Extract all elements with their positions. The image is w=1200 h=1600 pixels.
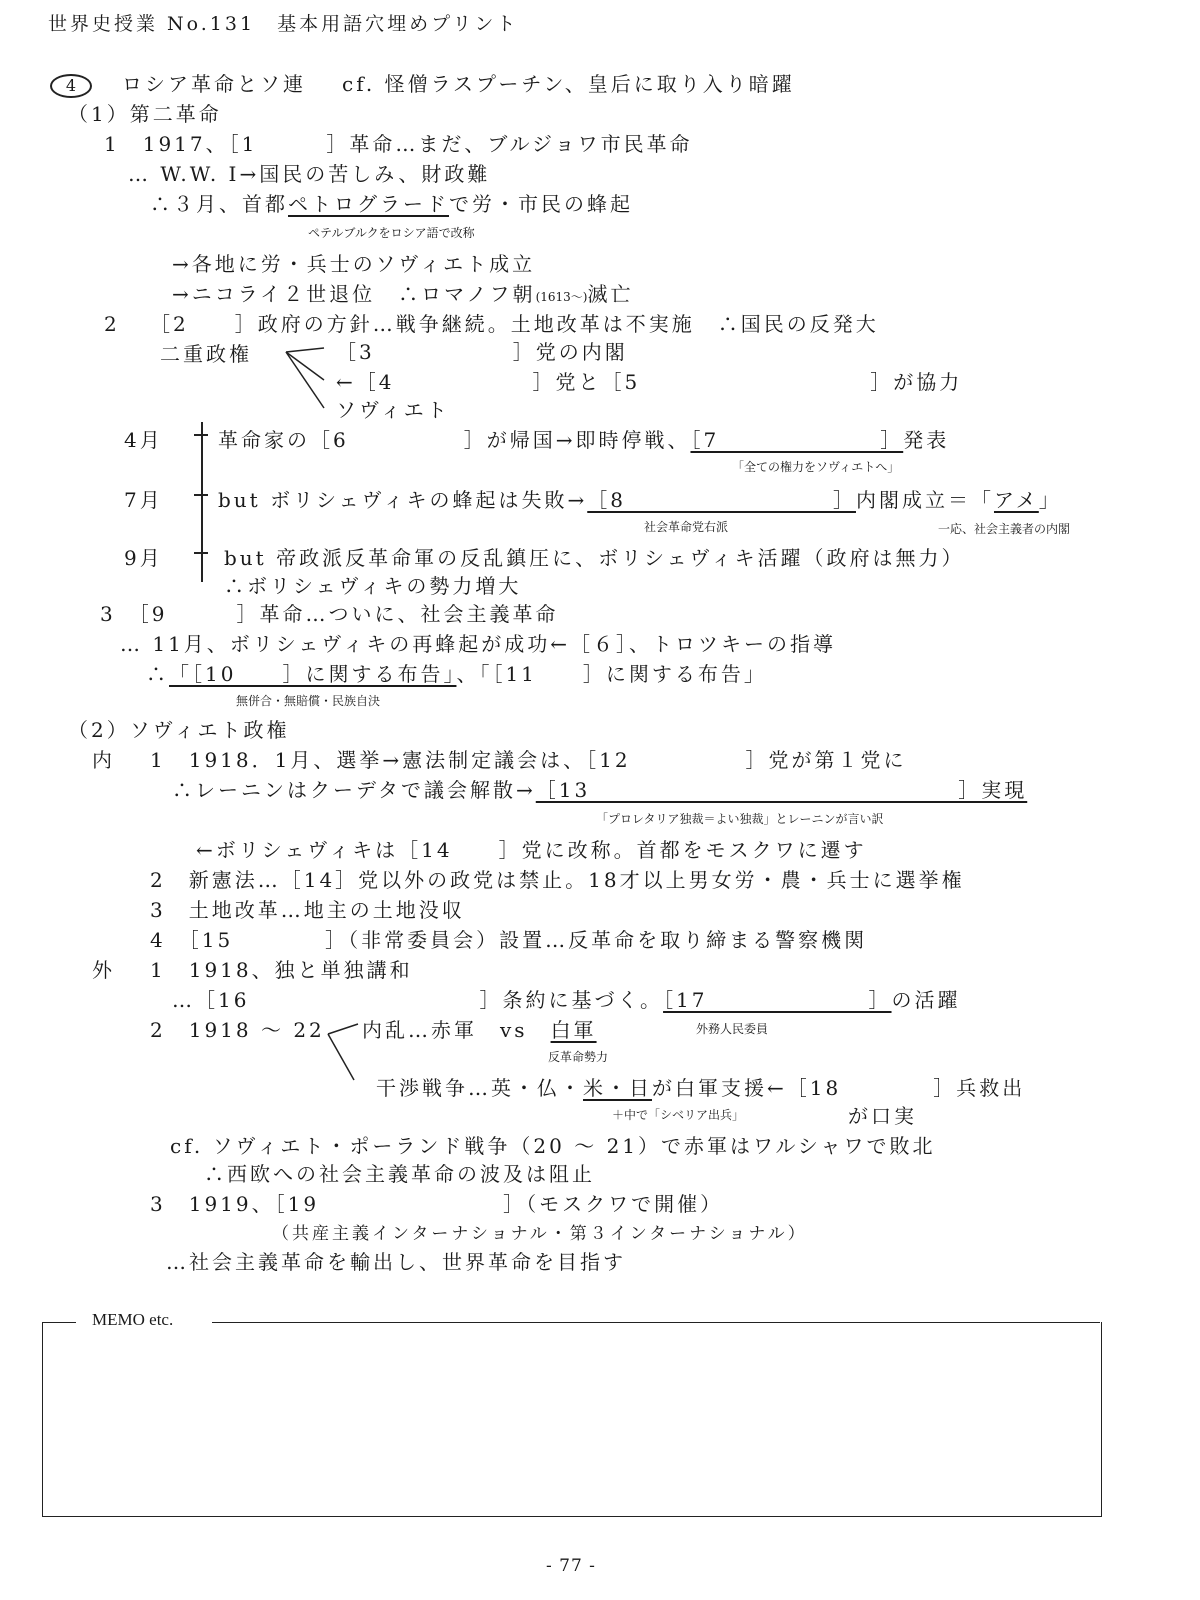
april-event: 革命家の［6 ］が帰国→即時停戦、［7 ］発表 (218, 428, 950, 452)
domestic-item-2: 2 新憲法…［14］党以外の政党は禁止。18才以上男女労・農・兵士に選挙権 (150, 868, 965, 892)
polish-war-result: ∴西欧への社会主義革命の波及は阻止 (204, 1162, 595, 1186)
kerensky-note: 一応、社会主義者の内閣 (938, 522, 1071, 536)
timeline-vertical-line (201, 422, 203, 582)
dual-power-cooperation: ←［4 ］党と［5 ］が協力 (336, 370, 963, 394)
september-result: ∴ボリシェヴィキの勢力増大 (224, 574, 522, 598)
item-1-soviets: →各地に労・兵士のソヴィエト成立 (172, 252, 536, 276)
polish-war-line: cf. ソヴィエト・ポーランド戦争（20 ～ 21）で赤軍はワルシャワで敗北 (170, 1134, 936, 1158)
foreign-item-2: 2 1918 ～ 22 (150, 1018, 325, 1042)
item-1-cause: … W.W. Ⅰ→国民の苦しみ、財政難 (128, 162, 491, 186)
domestic-item-1-dissolution: ∴レーニンはクーデタで議会解散→［13 ］実現 (172, 778, 1028, 802)
blank-17-note: 外務人民委員 (696, 1022, 769, 1036)
item-3-line: 3 ［9 ］革命…ついに、社会主義革命 (100, 602, 559, 626)
item-3-decrees: ∴「［10 ］に関する布告」、「［11 ］に関する布告」 (146, 662, 767, 686)
siberia-note: ＋中で「シベリア出兵」 (612, 1108, 745, 1122)
section-number-circle: 4 (50, 74, 92, 98)
blank-17: ［17 ］ (663, 988, 892, 1012)
white-army-note: 反革命勢力 (548, 1050, 609, 1064)
foreign-item-1: 1 1918、独と単独講和 (150, 958, 413, 982)
item-2-line: ［2 ］政府の方針…戦争継続。土地改革は不実施 ∴国民の反発大 (150, 312, 879, 336)
comintern-explanation: （共産主義インターナショナル・第３インターナショナル） (272, 1224, 808, 1244)
month-april: 4月 (124, 428, 163, 452)
timeline-tick-july (194, 494, 208, 496)
domestic-item-1-rename: ←ボリシェヴィキは［14 ］党に改称。首都をモスクワに遷す (196, 838, 867, 862)
pretext-text: が口実 (848, 1104, 917, 1128)
comintern-purpose: …社会主義革命を輸出し、世界革命を目指す (166, 1250, 626, 1274)
item-1-march: ∴３月、首都ペトログラードで労・市民の蜂起 (150, 192, 633, 216)
dual-power-cabinet: ［3 ］党の内閣 (336, 340, 628, 364)
domestic-label: 内 (92, 748, 115, 772)
page-number: - 77 - (546, 1556, 596, 1576)
petrograd-note: ペテルブルクをロシア語で改称 (308, 226, 475, 240)
blank-10-decree: 「［10 ］に関する布告」 (169, 662, 457, 686)
blank-13-note: 「プロレタリア独裁＝よい独裁」とレーニンが言い訳 (596, 812, 884, 826)
month-july: 7月 (124, 488, 163, 512)
section-heading (50, 72, 795, 98)
memo-box (42, 1322, 1102, 1517)
civil-war-bracket (324, 1020, 364, 1084)
blank-8: ［8 ］ (587, 488, 856, 512)
domestic-item-1: 1 1918．1月、選挙→憲法制定議会は、［12 ］党が第１党に (150, 748, 907, 772)
timeline-tick-april (194, 434, 208, 436)
timeline-tick-september (194, 552, 208, 554)
subsection-1-title: （1）第二革命 (68, 102, 222, 126)
civil-war-line: 内乱…赤軍 vs 白軍 (362, 1018, 597, 1042)
dual-power-label: 二重政権 (160, 342, 252, 366)
item-1-abdication: →ニコライ２世退位 ∴ロマノフ朝(1613～)滅亡 (172, 282, 634, 306)
item-1-line: 1 1917、［1 ］革命…まだ、ブルジョワ市民革命 (104, 132, 693, 156)
domestic-item-4: 4 ［15 ］（非常委員会）設置…反革命を取り締まる警察機関 (150, 928, 868, 952)
romanov-date-note: (1613～) (535, 290, 588, 304)
dual-power-bracket (282, 344, 330, 414)
subsection-2-title: （2）ソヴィエト政権 (68, 718, 290, 742)
july-event: but ボリシェヴィキの蜂起は失敗→［8 ］内閣成立＝「アメ」 (218, 488, 1062, 512)
month-september: 9月 (124, 546, 163, 570)
section-title: ロシア革命とソ連 (122, 72, 306, 96)
foreign-item-3: 3 1919、［19 ］（モスクワで開催） (150, 1192, 724, 1216)
page-header: 世界史授業 No.131 基本用語穴埋めプリント (48, 13, 519, 35)
september-event: but 帝政派反革命軍の反乱鎮圧に、ボリシェヴィキ活躍（政府は無力） (224, 546, 965, 570)
item-3-uprising: … 11月、ボリシェヴィキの再蜂起が成功←［６］、トロツキーの指導 (120, 632, 836, 656)
decree-on-peace-note: 無併合・無賠償・民族自決 (236, 694, 381, 708)
white-army: 白軍 (550, 1018, 597, 1042)
petrograd-underlined: ペトログラード (288, 192, 449, 216)
memo-label: MEMO etc. (92, 1310, 174, 1329)
intervention-line: 干渉戦争…英・仏・米・日が白軍支援←［18 ］兵救出 (376, 1076, 1026, 1100)
us-japan: 米・日 (583, 1076, 652, 1100)
blank-8-note: 社会革命党右派 (644, 520, 729, 534)
foreign-item-1-treaty: …［16 ］条約に基づく。［17 ］の活躍 (172, 988, 961, 1012)
blank-13: ［13 ］実現 (535, 778, 1028, 802)
dual-power-soviet: ソヴィエト (336, 398, 450, 422)
kerensky-name: アメ (993, 488, 1039, 512)
blank-7: ［7 ］ (690, 428, 904, 452)
item-2-number: 2 (104, 312, 120, 336)
foreign-label: 外 (92, 958, 115, 982)
april-theses-note: 「全ての権力をソヴィエトへ」 (732, 460, 900, 474)
domestic-item-3: 3 土地改革…地主の土地没収 (150, 898, 465, 922)
section-reference: cf. 怪僧ラスプーチン、皇后に取り入り暗躍 (342, 72, 795, 96)
